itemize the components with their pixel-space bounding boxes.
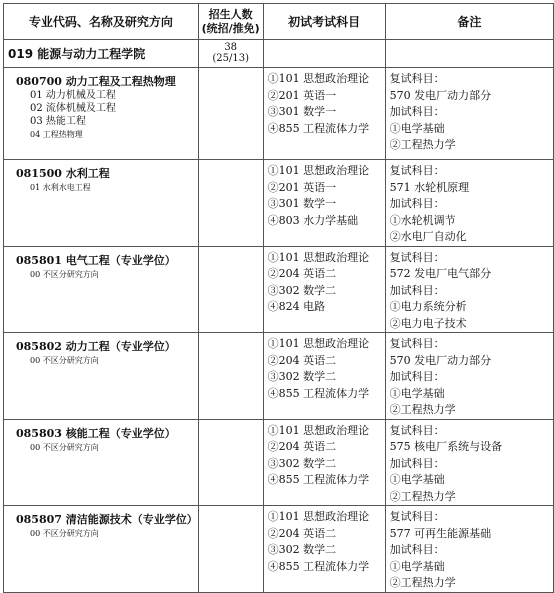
note-item: ①水轮机调节 [389, 213, 456, 227]
notes-cell [385, 333, 553, 420]
notes-cell [385, 68, 553, 160]
exam-item: ①101 思想政治理论 [267, 164, 370, 177]
note-item: 复试科目： [389, 250, 445, 264]
note-item: 572 发电厂电气部分 [389, 267, 492, 280]
exam-item: ①101 思想政治理论 [267, 510, 370, 523]
note-item: ②工程热力学 [389, 576, 456, 589]
note-item: ②工程热力学 [389, 403, 456, 416]
notes-cell [385, 160, 553, 247]
note-item: 复试科目： [389, 72, 445, 85]
table-row [4, 333, 554, 420]
note-item: ①电力系统分析 [389, 300, 467, 313]
major-title: 085802 动力工程（专业学位） [16, 340, 176, 353]
exam-cell [263, 68, 385, 160]
exam-item: ③301 数学一 [267, 197, 337, 210]
direction-item: 00 不区分研究方向 [30, 529, 99, 538]
direction-item: 01 水利水电工程 [30, 183, 91, 192]
header-enrollment-line1: 招生人数 [208, 7, 253, 21]
note-item: 577 可再生能源基础 [389, 526, 492, 540]
exam-item: ①101 思想政治理论 [267, 72, 370, 85]
exam-item: ②201 英语一 [267, 88, 337, 102]
note-item: 加试科目： [389, 543, 445, 556]
exam-item: ③302 数学二 [267, 543, 337, 556]
major-title: 085807 清洁能源技术（专业学位） [16, 513, 198, 526]
note-item: 570 发电厂动力部分 [389, 88, 492, 102]
note-item: ②水电厂自动化 [389, 230, 467, 243]
major-title: 085801 电气工程（专业学位） [16, 253, 176, 267]
exam-cell [263, 506, 385, 593]
table-row [4, 246, 554, 333]
college-count-total: 38 [224, 42, 238, 53]
note-item: 加试科目： [389, 105, 445, 118]
exam-item: ③302 数学二 [267, 283, 337, 297]
exam-item: ①101 思想政治理论 [267, 250, 370, 264]
direction-item: 02 流体机械及工程 [30, 103, 116, 114]
exam-item: ②204 英语二 [267, 440, 337, 453]
major-cell [4, 506, 199, 593]
note-item: 复试科目： [389, 164, 445, 177]
exam-item: ②204 英语二 [267, 526, 337, 540]
direction-item: 01 动力机械及工程 [30, 90, 116, 101]
notes-cell [385, 419, 553, 506]
header-enrollment [198, 4, 263, 40]
enrollment-cell [198, 246, 263, 333]
note-item: 复试科目： [389, 510, 445, 523]
exam-item: ④824 电路 [267, 300, 326, 313]
direction-item: 00 不区分研究方向 [30, 442, 99, 452]
header-notes: 备注 [385, 4, 553, 40]
major-title: 081500 水利工程 [16, 167, 110, 180]
exam-item: ④803 水力学基础 [267, 213, 359, 227]
note-item: ①电学基础 [389, 386, 445, 400]
direction-item: 03 热能工程 [30, 116, 86, 127]
note-item: 加试科目： [389, 370, 445, 383]
exam-item: ②204 英语二 [267, 353, 337, 367]
header-row [4, 4, 554, 40]
note-item: 复试科目： [389, 337, 445, 350]
enrollment-cell [198, 506, 263, 593]
exam-item: ②204 英语二 [267, 267, 337, 280]
header-major: 专业代码、名称及研究方向 [4, 4, 199, 40]
exam-item: ③302 数学二 [267, 456, 337, 470]
college-row [4, 40, 554, 68]
note-item: ①电学基础 [389, 473, 445, 486]
major-cell [4, 419, 199, 506]
major-title: 085803 核能工程（专业学位） [16, 426, 176, 440]
exam-item: ①101 思想政治理论 [267, 423, 370, 437]
college-count-split: (25/13) [212, 53, 249, 64]
direction-item: 00 不区分研究方向 [30, 356, 99, 365]
college-name: 019 能源与动力工程学院 [8, 47, 146, 61]
note-item: 575 核电厂系统与设备 [389, 440, 503, 453]
exam-item: ④855 工程流体力学 [267, 559, 370, 573]
note-item: ②工程热力学 [389, 138, 456, 151]
note-item: ②工程热力学 [389, 489, 456, 503]
header-exam-subjects: 初试考试科目 [263, 4, 385, 40]
table-row [4, 68, 554, 160]
notes-cell [385, 246, 553, 333]
college-count [199, 40, 263, 64]
header-enrollment-line2: (统招/推免) [201, 21, 260, 35]
college-exam-cell [263, 40, 385, 68]
note-item: ①电学基础 [389, 121, 445, 135]
exam-item: ④855 工程流体力学 [267, 473, 370, 486]
enrollment-cell [198, 68, 263, 160]
college-notes-cell [385, 40, 553, 68]
major-cell [4, 246, 199, 333]
table-row [4, 506, 554, 593]
exam-item: ④855 工程流体力学 [267, 121, 370, 135]
notes-cell [385, 506, 553, 593]
note-item: 复试科目： [389, 423, 445, 437]
exam-item: ③301 数学一 [267, 105, 337, 118]
major-cell [4, 333, 199, 420]
major-title: 080700 动力工程及工程热物理 [16, 75, 176, 88]
direction-item: 04 工程热物理 [30, 130, 83, 139]
enrollment-cell [198, 419, 263, 506]
direction-item: 00 不区分研究方向 [30, 269, 99, 279]
exam-item: ③302 数学二 [267, 370, 337, 383]
college-count-cell [198, 40, 263, 68]
enrollment-cell [198, 333, 263, 420]
exam-item: ①101 思想政治理论 [267, 337, 370, 350]
exam-item: ②201 英语一 [267, 180, 337, 194]
note-item: 加试科目： [389, 197, 445, 210]
exam-cell [263, 160, 385, 247]
exam-item: ④855 工程流体力学 [267, 386, 370, 400]
exam-cell [263, 419, 385, 506]
note-item: 571 水轮机原理 [389, 180, 470, 194]
note-item: 570 发电厂动力部分 [389, 353, 492, 367]
exam-cell [263, 246, 385, 333]
major-cell [4, 160, 199, 247]
admissions-table [3, 3, 554, 593]
note-item: 加试科目： [389, 283, 445, 297]
note-item: ②电力电子技术 [389, 316, 467, 330]
table-row [4, 419, 554, 506]
exam-cell [263, 333, 385, 420]
major-cell [4, 68, 199, 160]
college-cell [4, 40, 199, 68]
table-row [4, 160, 554, 247]
note-item: ①电学基础 [389, 559, 445, 573]
enrollment-cell [198, 160, 263, 247]
note-item: 加试科目： [389, 456, 445, 470]
